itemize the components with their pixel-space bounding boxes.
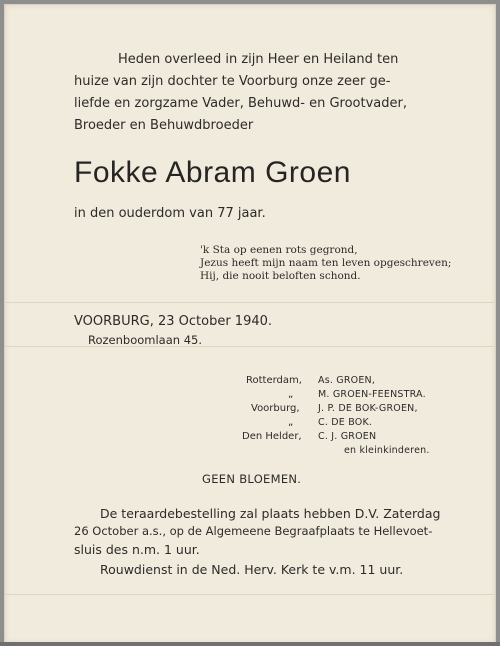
family-names: C. J. GROEN	[318, 431, 377, 442]
verse-line: Jezus heeft mijn naam ten leven opgeschreven;	[200, 257, 452, 269]
no-flowers-notice: GEEN BLOEMEN.	[202, 472, 302, 486]
age-line: in den ouderdom van 77 jaar.	[74, 206, 266, 221]
place-date: VOORBURG, 23 October 1940.	[74, 314, 273, 329]
ditto-mark: „	[288, 389, 294, 400]
funeral-line: 26 October a.s., op de Algemeene Begraafplaats te Hellevoet-	[74, 524, 433, 538]
funeral-line: sluis des n.m. 1 uur.	[74, 542, 200, 557]
fold-line	[4, 302, 496, 303]
verse-line: Hij, die nooit beloften schond.	[200, 270, 361, 282]
intro-line: Heden overleed in zijn Heer en Heiland ten	[118, 52, 399, 67]
address: Rozenboomlaan 45.	[88, 333, 203, 347]
intro-line: huize van zijn dochter te Voorburg onze zeer ge-	[74, 74, 391, 89]
family-names: J. P. DE BOK-GROEN,	[318, 403, 418, 414]
family-city: Rotterdam,	[246, 375, 302, 386]
family-names: M. GROEN-FEENSTRA.	[318, 389, 426, 400]
family-city: Voorburg,	[251, 403, 300, 414]
fold-line	[4, 594, 496, 595]
verse-line: 'k Sta op eenen rots gegrond,	[200, 244, 358, 256]
intro-line: Broeder en Behuwdbroeder	[74, 118, 254, 133]
intro-line: liefde en zorgzame Vader, Behuwd- en Grootvader,	[74, 96, 407, 111]
fold-line	[4, 346, 496, 347]
ditto-mark: „	[288, 417, 294, 428]
family-city: Den Helder,	[242, 431, 302, 442]
funeral-line: De teraardebestelling zal plaats hebben D.V. Zaterdag	[100, 506, 441, 521]
family-names: C. DE BOK.	[318, 417, 373, 428]
scan-edge	[0, 642, 500, 646]
deceased-name: Fokke Abram Groen	[74, 156, 351, 189]
service-line: Rouwdienst in de Ned. Herv. Kerk te v.m. 11 uur.	[100, 562, 404, 577]
family-names: As. GROEN,	[318, 375, 376, 386]
family-names: en kleinkinderen.	[344, 445, 430, 456]
